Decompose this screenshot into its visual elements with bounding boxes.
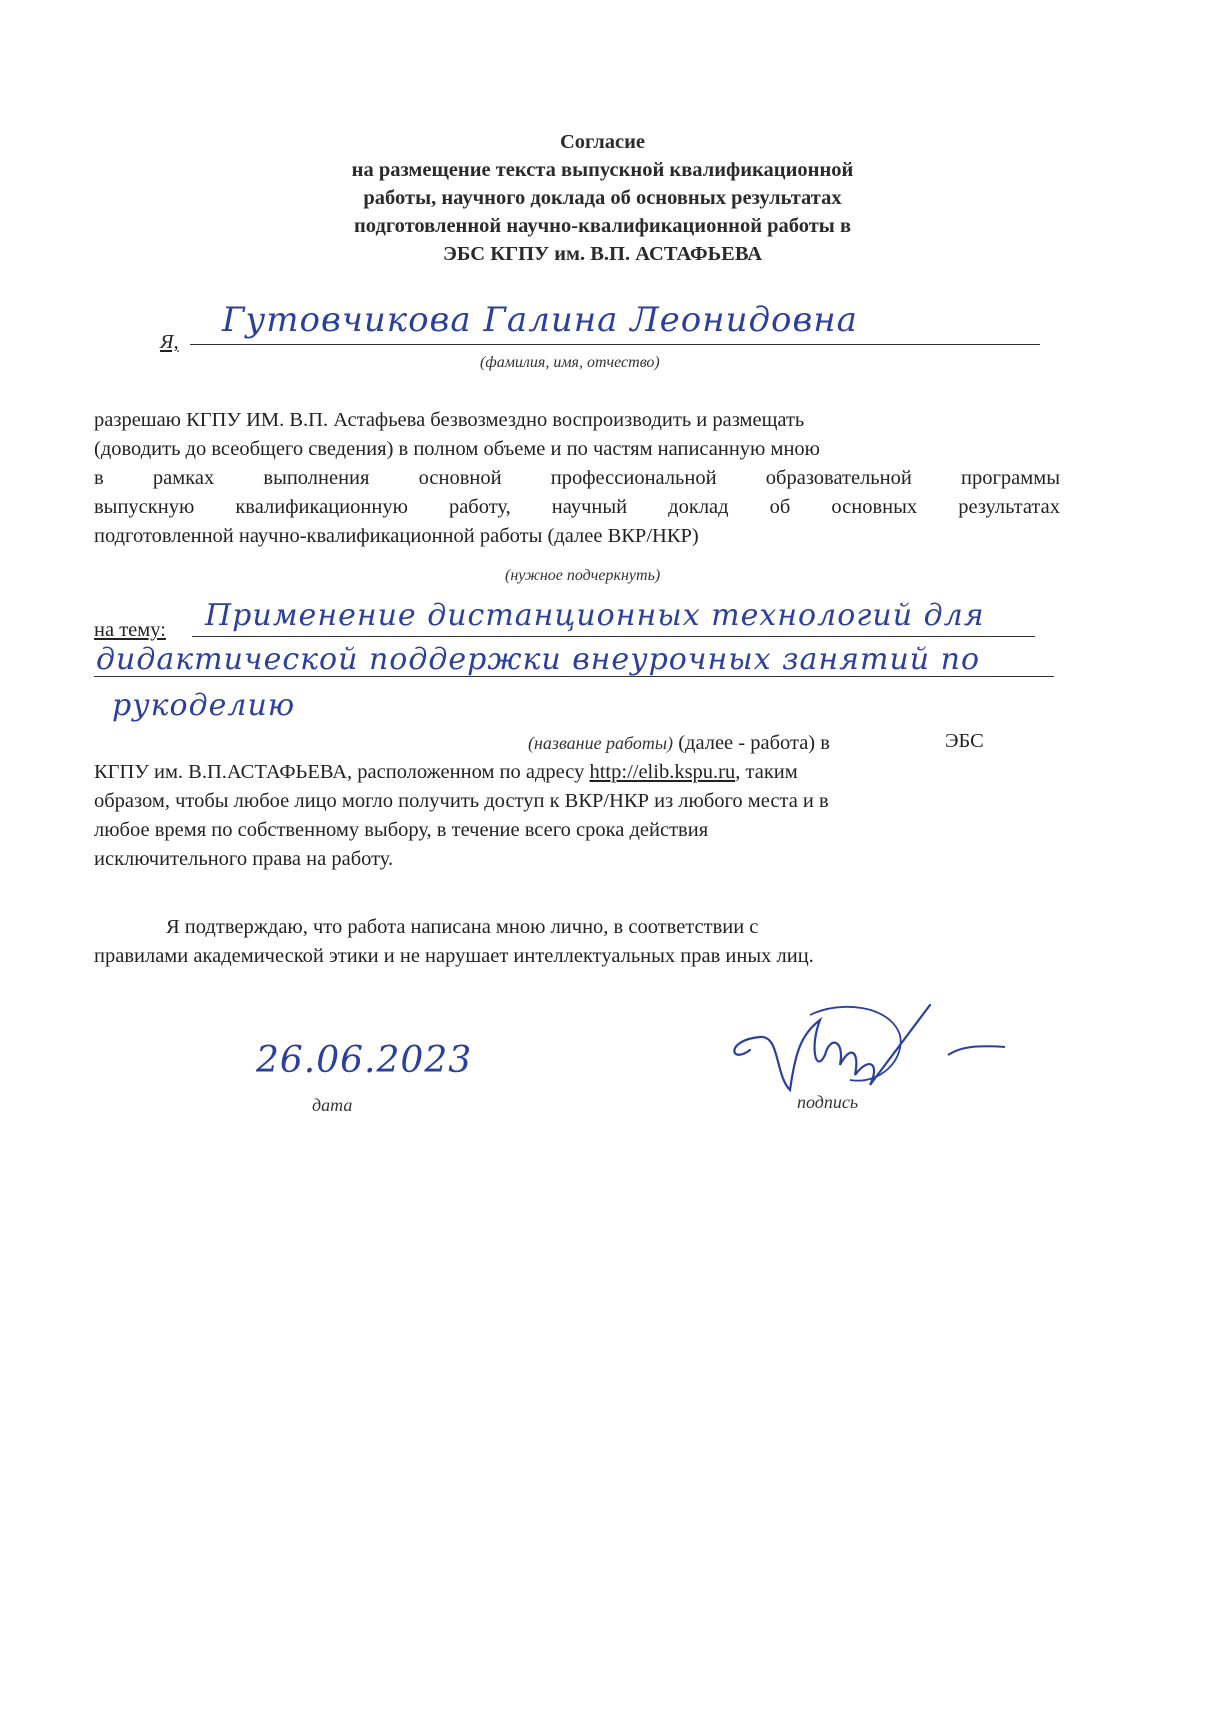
title-line: Согласие	[559, 131, 646, 153]
handwritten-name: Гутовчикова Галина Леонидовна	[222, 300, 858, 340]
elib-link[interactable]: http://elib.kspu.ru	[589, 761, 736, 783]
title-line: подготовленной научно-квалификационной работы в	[353, 215, 852, 237]
confirm-line: правилами академической этики и не нарушает интеллектуальных прав иных лиц.	[94, 945, 814, 967]
handwritten-date: 26.06.2023	[256, 1040, 473, 1081]
paragraph-line: разрешаю КГПУ ИМ. В.П. Астафьева безвозмездно воспроизводить и размещать	[94, 409, 805, 431]
confirm-line: Я подтверждаю, что работа написана мною лично, в соответствии с	[166, 916, 759, 938]
access-paragraph	[94, 758, 1074, 874]
handwritten-topic-line: рукоделию	[112, 688, 296, 723]
topic-underline-1	[192, 636, 1035, 637]
paragraph-line: подготовленной научно-квалификационной работы (далее ВКР/НКР)	[94, 525, 699, 547]
name-prefix: Я,	[160, 331, 179, 353]
paragraph-line: исключительного права на работу.	[94, 848, 394, 870]
address-prefix: КГПУ им. В.П.АСТАФЬЕВА, расположенном по адресу	[94, 761, 590, 783]
work-title-row	[528, 729, 830, 758]
date-caption: дата	[312, 1095, 353, 1115]
topic-label: на тему:	[94, 619, 166, 641]
permission-paragraph	[94, 406, 1060, 551]
paragraph-line: в рамках выполнения основной профессиональной образовательной программы	[94, 467, 1060, 489]
paragraph-line: (доводить до всеобщего сведения) в полном объеме и по частям написанную мною	[94, 438, 820, 460]
paragraph-line: образом, чтобы любое лицо могло получить доступ к ВКР/НКР из любого места и в	[94, 790, 829, 812]
signature-mark	[720, 995, 1010, 1105]
signature-caption: подпись	[797, 1092, 859, 1112]
ebs-label: ЭБС	[945, 730, 984, 752]
name-underline	[190, 344, 1040, 345]
title-line: работы, научного доклада об основных результатах	[363, 187, 842, 209]
paragraph-line: выпускную квалификационную работу, научный доклад об основных результатах	[94, 496, 1060, 518]
underline-caption: (нужное подчеркнуть)	[505, 567, 661, 584]
address-suffix: , таким	[735, 761, 798, 783]
name-caption: (фамилия, имя, отчество)	[480, 354, 660, 371]
handwritten-topic-line: Применение дистанционных технологий для	[205, 598, 985, 633]
document-title	[0, 128, 1205, 268]
title-line: на размещение текста выпускной квалификационной	[351, 159, 854, 181]
after-caption-text: (далее - работа) в	[673, 732, 830, 754]
title-line: ЭБС КГПУ им. В.П. АСТАФЬЕВА	[442, 243, 763, 265]
work-title-caption: (название работы)	[528, 733, 674, 753]
address-line	[94, 758, 1074, 787]
paragraph-line: любое время по собственному выбору, в течение всего срока действия	[94, 819, 709, 841]
handwritten-topic-line: дидактической поддержки внеурочных занятий по	[96, 642, 981, 677]
